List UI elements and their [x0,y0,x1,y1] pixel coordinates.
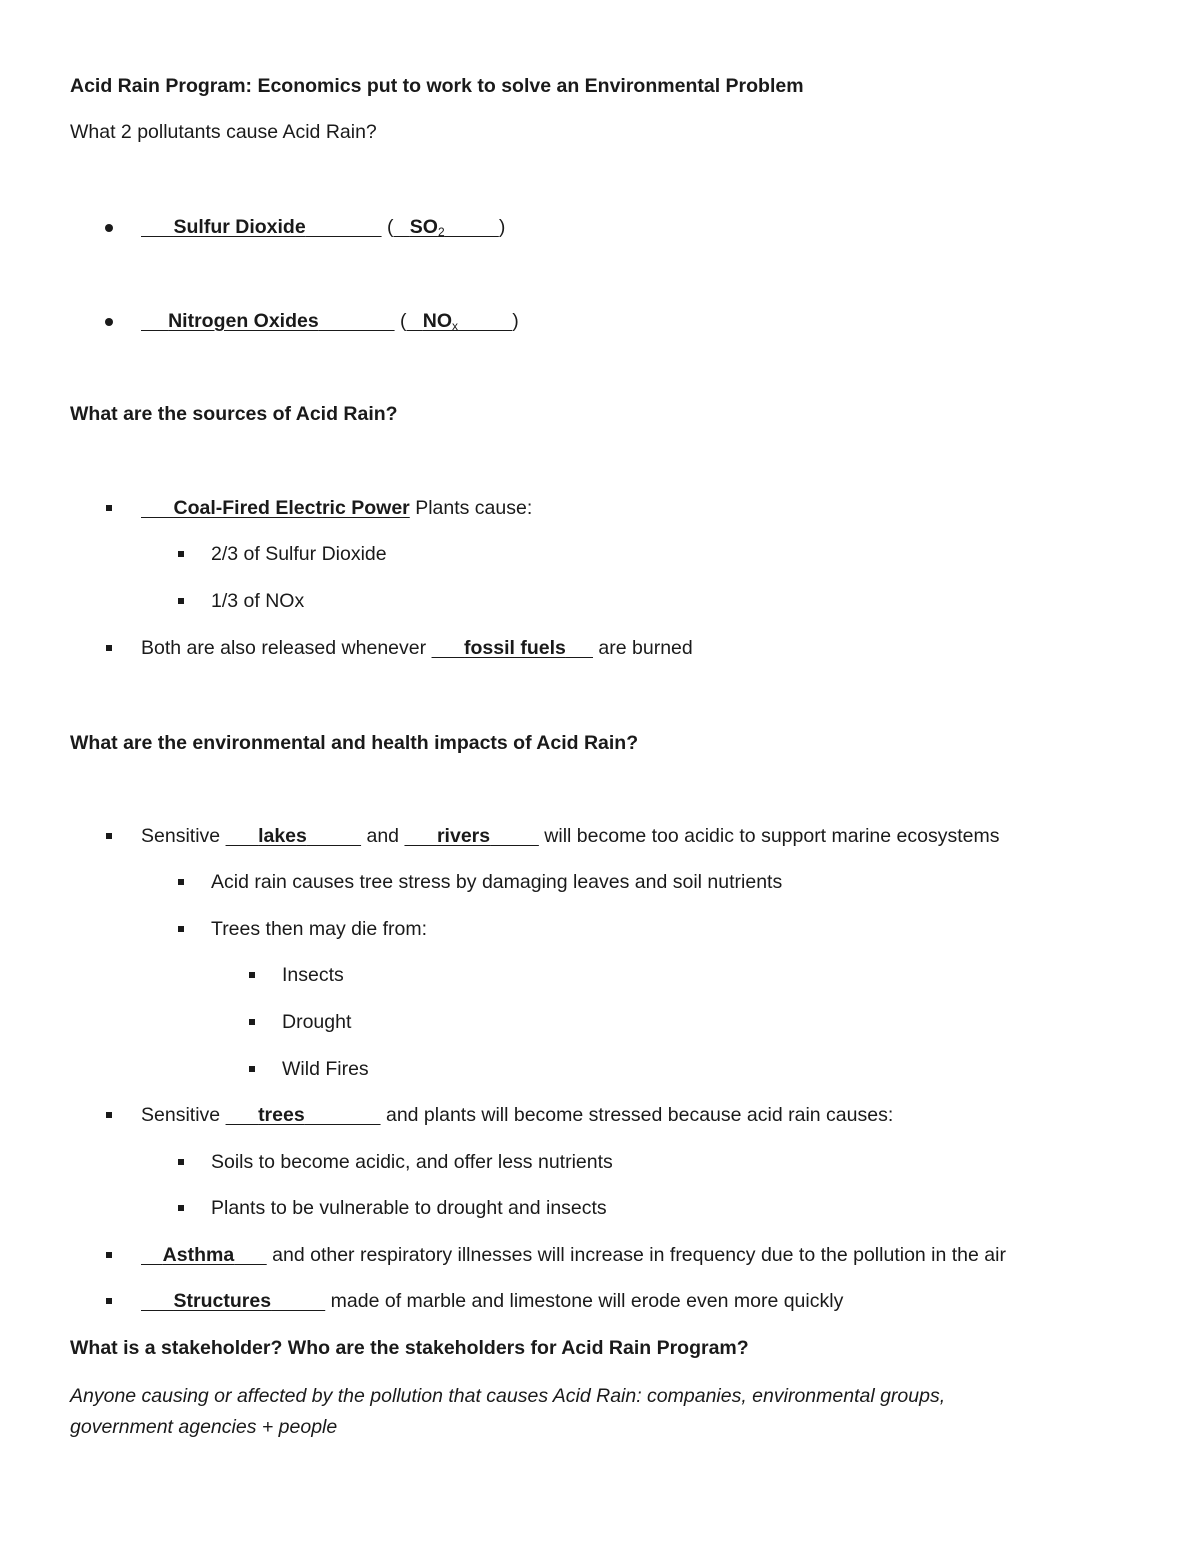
answer-blank: lakes [258,825,307,847]
bullet-square [106,645,112,651]
list-item-structures: Structures made of marble and limestone will erode even more quickly [141,1289,843,1313]
list-item-sulfur-share: 2/3 of Sulfur Dioxide [211,543,387,565]
bullet-square [106,833,112,839]
bullet-square [106,1252,112,1258]
list-item-sulfur-dioxide: Sulfur Dioxide ( $SO_2$ ) [141,215,505,239]
bullet-square [249,1066,255,1072]
list-item-nox-share: 1/3 of NOx [211,590,305,612]
bullet-square [178,1205,184,1211]
bullet-square [178,598,184,604]
answer-blank: fossil fuels [464,637,566,659]
list-item-soils: Soils to become acidic, and offer less nutrients [211,1151,613,1173]
list-item-wild-fires: Wild Fires [282,1058,369,1080]
answer-blank: Coal-Fired Electric Power [173,497,410,519]
stakeholders-answer-line-2: government agencies + people [70,1416,338,1438]
list-item-lakes-rivers: Sensitive lakes and rivers will become too acidic to support marine ecosystems [141,825,1000,847]
bullet-square [106,505,112,511]
list-item-fossil-fuels: Both are also released whenever fossil fuels are burned [141,637,693,659]
bullet-square [178,879,184,885]
answer-blank: Asthma [162,1244,235,1266]
formula-blank: $SO_2$ [409,216,445,239]
bullet-square [178,926,184,932]
document-title: Acid Rain Program: Economics put to work to solve an Environmental Problem [70,75,804,97]
list-item-tree-stress: Acid rain causes tree stress by damaging leaves and soil nutrients [211,871,783,893]
list-item-trees-die: Trees then may die from: [211,918,428,940]
list-item-drought: Drought [282,1011,352,1033]
stakeholders-answer-line-1: Anyone causing or affected by the pollution that causes Acid Rain: companies, environmental groups, [70,1385,946,1407]
bullet-square [249,972,255,978]
list-item-nitrogen-oxides: Nitrogen Oxides ( $NO_x$ ) [141,309,519,333]
bullet-dot [105,224,113,232]
question-sources: What are the sources of Acid Rain? [70,403,398,425]
formula-blank: $NO_x$ [422,310,459,333]
list-item-insects: Insects [282,964,344,986]
bullet-square [106,1112,112,1118]
bullet-square [178,1159,184,1165]
question-impacts: What are the environmental and health impacts of Acid Rain? [70,732,639,754]
answer-blank: rivers [436,825,491,847]
bullet-dot [105,318,113,326]
answer-blank: Nitrogen Oxides [168,310,319,332]
answer-blank: Structures [173,1290,272,1312]
answer-blank: Sulfur Dioxide [173,216,306,238]
question-stakeholders: What is a stakeholder? Who are the stakeholders for Acid Rain Program? [70,1337,749,1359]
answer-blank: trees [258,1104,305,1126]
bullet-square [249,1019,255,1025]
bullet-square [106,1298,112,1304]
list-item-asthma: Asthma and other respiratory illnesses will increase in frequency due to the pollution in the air [141,1243,1006,1267]
list-item-plants: Plants to be vulnerable to drought and insects [211,1197,607,1219]
list-item-source: Coal-Fired Electric Power Plants cause: [141,496,532,520]
bullet-square [178,551,184,557]
list-item-trees: Sensitive trees and plants will become stressed because acid rain causes: [141,1104,894,1126]
question-pollutants: What 2 pollutants cause Acid Rain? [70,121,377,143]
